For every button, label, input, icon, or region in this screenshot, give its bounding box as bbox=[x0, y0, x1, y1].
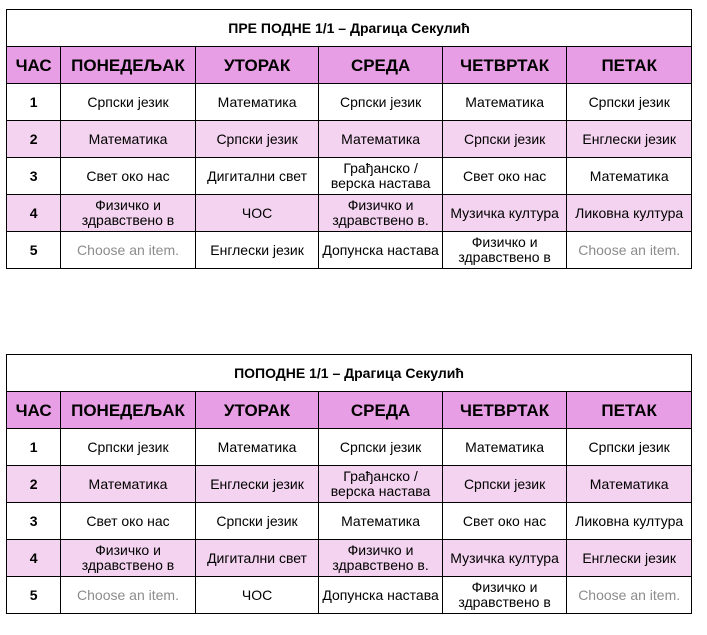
class-number-cell: 2 bbox=[7, 466, 61, 503]
subject-cell-monday: Српски језик bbox=[61, 429, 196, 466]
subject-cell-tuesday: Дигитални свет bbox=[195, 540, 319, 577]
class-number-cell: 1 bbox=[7, 429, 61, 466]
column-header-friday: ПЕТАК bbox=[567, 47, 692, 84]
subject-cell-tuesday: Енглески језик bbox=[195, 466, 319, 503]
table-row bbox=[7, 540, 692, 577]
subject-cell-tuesday: Српски језик bbox=[195, 503, 319, 540]
subject-cell-tuesday: ЧОС bbox=[195, 195, 319, 232]
column-header-tuesday: УТОРАК bbox=[195, 47, 319, 84]
subject-cell-wednesday: Грађанско / верска настава bbox=[319, 466, 443, 503]
subject-cell-tuesday: Дигитални свет bbox=[195, 158, 319, 195]
table-row bbox=[7, 232, 692, 269]
header-row bbox=[7, 392, 692, 429]
subject-cell-tuesday: Математика bbox=[195, 84, 319, 121]
afternoon-schedule-table bbox=[6, 354, 692, 614]
class-number-cell: 3 bbox=[7, 503, 61, 540]
subject-cell-friday: Енглески језик bbox=[567, 121, 692, 158]
subject-cell-wednesday: Допунска настава bbox=[319, 577, 443, 614]
class-number-cell: 4 bbox=[7, 195, 61, 232]
subject-cell-thursday: Музичка култура bbox=[442, 540, 567, 577]
class-number-cell: 5 bbox=[7, 232, 61, 269]
subject-cell-wednesday: Српски језик bbox=[319, 429, 443, 466]
choose-item-dropdown[interactable]: Choose an item. bbox=[61, 232, 196, 269]
table-row bbox=[7, 121, 692, 158]
subject-cell-monday: Свет око нас bbox=[61, 158, 196, 195]
subject-cell-monday: Математика bbox=[61, 121, 196, 158]
table-row bbox=[7, 84, 692, 121]
subject-cell-monday: Српски језик bbox=[61, 84, 196, 121]
subject-cell-wednesday: Физичко и здравствено в. bbox=[319, 195, 443, 232]
table-row bbox=[7, 158, 692, 195]
subject-cell-tuesday: Енглески језик bbox=[195, 232, 319, 269]
subject-cell-thursday: Српски језик bbox=[442, 121, 567, 158]
class-number-cell: 5 bbox=[7, 577, 61, 614]
subject-cell-monday: Физичко и здравствено в bbox=[61, 195, 196, 232]
subject-cell-thursday: Српски језик bbox=[442, 466, 567, 503]
column-header-monday: ПОНЕДЕЉАК bbox=[61, 392, 196, 429]
table-row bbox=[7, 503, 692, 540]
table-row bbox=[7, 466, 692, 503]
schedule-title: ПОПОДНЕ 1/1 – Драгица Секулић bbox=[7, 355, 692, 392]
column-header-tuesday: УТОРАК bbox=[195, 392, 319, 429]
subject-cell-friday: Ликовна култура bbox=[567, 195, 692, 232]
header-row bbox=[7, 47, 692, 84]
column-header-monday: ПОНЕДЕЉАК bbox=[61, 47, 196, 84]
table-row bbox=[7, 195, 692, 232]
subject-cell-wednesday: Грађанско / верска настава bbox=[319, 158, 443, 195]
subject-cell-thursday: Математика bbox=[442, 84, 567, 121]
class-number-cell: 4 bbox=[7, 540, 61, 577]
column-header-wednesday: СРЕДА bbox=[319, 47, 443, 84]
subject-cell-friday: Српски језик bbox=[567, 84, 692, 121]
subject-cell-thursday: Физичко и здравствено в bbox=[442, 232, 567, 269]
subject-cell-wednesday: Српски језик bbox=[319, 84, 443, 121]
subject-cell-thursday: Свет око нас bbox=[442, 503, 567, 540]
subject-cell-monday: Физичко и здравствено в bbox=[61, 540, 196, 577]
subject-cell-tuesday: ЧОС bbox=[195, 577, 319, 614]
subject-cell-friday: Ликовна култура bbox=[567, 503, 692, 540]
subject-cell-monday: Математика bbox=[61, 466, 196, 503]
choose-item-dropdown[interactable]: Choose an item. bbox=[61, 577, 196, 614]
table-row bbox=[7, 577, 692, 614]
column-header-friday: ПЕТАК bbox=[567, 392, 692, 429]
subject-cell-friday: Српски језик bbox=[567, 429, 692, 466]
class-number-cell: 1 bbox=[7, 84, 61, 121]
choose-item-dropdown[interactable]: Choose an item. bbox=[567, 232, 692, 269]
table-row bbox=[7, 429, 692, 466]
class-number-cell: 3 bbox=[7, 158, 61, 195]
column-header-thursday: ЧЕТВРТАК bbox=[442, 392, 567, 429]
schedule-title: ПРЕ ПОДНЕ 1/1 – Драгица Секулић bbox=[7, 10, 692, 47]
column-header-thursday: ЧЕТВРТАК bbox=[442, 47, 567, 84]
subject-cell-monday: Свет око нас bbox=[61, 503, 196, 540]
column-header-wednesday: СРЕДА bbox=[319, 392, 443, 429]
choose-item-dropdown[interactable]: Choose an item. bbox=[567, 577, 692, 614]
subject-cell-friday: Математика bbox=[567, 466, 692, 503]
subject-cell-wednesday: Допунска настава bbox=[319, 232, 443, 269]
column-header-class-number: ЧАС bbox=[7, 392, 61, 429]
subject-cell-thursday: Математика bbox=[442, 429, 567, 466]
subject-cell-tuesday: Српски језик bbox=[195, 121, 319, 158]
subject-cell-thursday: Музичка култура bbox=[442, 195, 567, 232]
subject-cell-thursday: Физичко и здравствено в bbox=[442, 577, 567, 614]
morning-schedule-table bbox=[6, 9, 692, 269]
subject-cell-friday: Математика bbox=[567, 158, 692, 195]
subject-cell-friday: Енглески језик bbox=[567, 540, 692, 577]
subject-cell-wednesday: Математика bbox=[319, 503, 443, 540]
class-number-cell: 2 bbox=[7, 121, 61, 158]
subject-cell-thursday: Свет око нас bbox=[442, 158, 567, 195]
subject-cell-wednesday: Физичко и здравствено в. bbox=[319, 540, 443, 577]
subject-cell-tuesday: Математика bbox=[195, 429, 319, 466]
subject-cell-wednesday: Математика bbox=[319, 121, 443, 158]
column-header-class-number: ЧАС bbox=[7, 47, 61, 84]
